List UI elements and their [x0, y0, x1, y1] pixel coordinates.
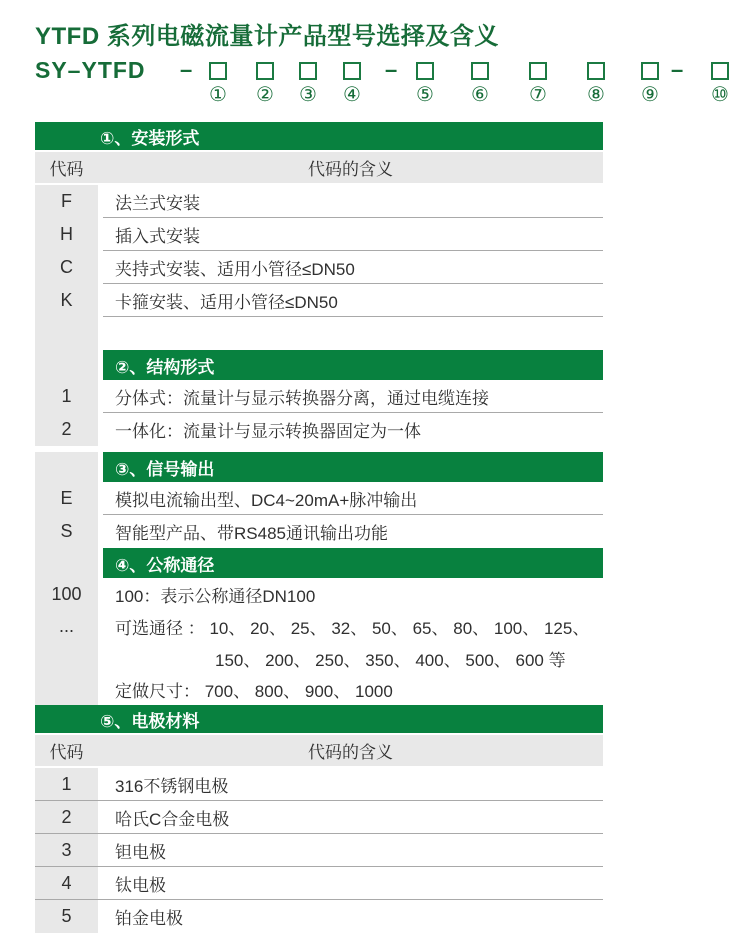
model-slot-number: ⑧ — [587, 84, 605, 106]
model-slot-9 — [638, 62, 662, 105]
table-row — [35, 674, 603, 705]
meaning-cell: 316不锈钢电极 — [115, 776, 229, 796]
code-cell: 1 — [35, 380, 98, 413]
section-header-signal: ③、信号输出 — [103, 452, 603, 482]
meaning-cell: 100：表示公称通径DN100 — [115, 586, 316, 606]
meaning-cell: 模拟电流输出型、DC4~20mA+脉冲输出 — [103, 482, 603, 515]
model-meaning-table — [35, 122, 603, 933]
code-cell: F — [35, 185, 98, 218]
meaning-cell: 可选通径 ： 10、 20、 25、 32、 50、 65、 80、 100、 125、 — [115, 618, 590, 638]
table-row — [35, 900, 603, 933]
section-header-diameter-row — [35, 548, 603, 578]
column-header-row — [35, 152, 603, 185]
meaning-cell: 钛电极 — [115, 875, 166, 895]
table-row — [35, 768, 603, 801]
model-slot-box — [641, 62, 659, 80]
table-row — [35, 251, 603, 284]
model-slot-number: ② — [256, 84, 274, 106]
code-cell: 4 — [35, 867, 98, 899]
model-slot-box — [343, 62, 361, 80]
code-cell: 3 — [35, 834, 98, 866]
table-row — [35, 284, 603, 317]
code-cell: 1 — [35, 768, 98, 800]
model-slot-box — [256, 62, 274, 80]
table-row — [35, 834, 603, 867]
model-slot-box — [299, 62, 317, 80]
code-cell — [35, 452, 98, 482]
model-dash: – — [671, 57, 684, 82]
code-cell: 5 — [35, 900, 98, 933]
model-slot-box — [416, 62, 434, 80]
meaning-cell: 智能型产品、带RS485通讯输出功能 — [115, 524, 388, 543]
code-cell — [35, 642, 98, 674]
code-cell — [35, 317, 98, 350]
section-header-electrode: ⑤、电极材料 — [35, 705, 603, 735]
meaning-cell: 150、 200、 250、 350、 400、 500、 600 等 — [215, 650, 566, 670]
model-slot-box — [529, 62, 547, 80]
model-slot-2 — [253, 62, 277, 105]
model-slot-7 — [526, 62, 550, 105]
table-row-empty — [35, 317, 603, 350]
code-cell — [35, 548, 98, 578]
meaning-cell: 插入式安装 — [103, 218, 603, 251]
code-cell: 2 — [35, 801, 98, 833]
code-cell — [35, 350, 98, 380]
model-slot-number: ⑥ — [471, 84, 489, 106]
meaning-cell: 夹持式安装、适用小管径≤DN50 — [103, 251, 603, 284]
section-header-structure: ②、结构形式 — [103, 350, 603, 380]
model-slot-number: ③ — [299, 84, 317, 106]
table-row — [35, 610, 603, 642]
model-slot-10 — [708, 62, 732, 105]
table-row — [35, 801, 603, 834]
model-slot-1 — [206, 62, 230, 105]
code-cell: 100 — [35, 578, 98, 610]
model-prefix: SY–YTFD — [35, 57, 146, 83]
column-header-code: 代码 — [49, 160, 84, 179]
section-header-structure-row — [35, 350, 603, 380]
model-slot-number: ⑩ — [711, 84, 729, 106]
table-row — [35, 482, 603, 515]
table-row — [35, 218, 603, 251]
meaning-cell: 一体化：流量计与显示转换器固定为一体 — [115, 422, 421, 441]
column-header-meaning: 代码的含义 — [308, 743, 393, 762]
column-header-meaning: 代码的含义 — [308, 160, 393, 179]
model-slot-8 — [584, 62, 608, 105]
table-row — [35, 413, 603, 446]
model-slot-number: ⑤ — [416, 84, 434, 106]
model-slot-box — [471, 62, 489, 80]
section-header-installation: ①、安装形式 — [35, 122, 603, 152]
code-cell — [35, 674, 98, 705]
model-slot-5 — [413, 62, 437, 105]
table-row — [35, 867, 603, 900]
meaning-cell: 卡箍安装、适用小管径≤DN50 — [103, 284, 603, 317]
model-slot-number: ④ — [343, 84, 361, 106]
code-cell: 2 — [35, 413, 98, 446]
code-cell: S — [35, 515, 98, 548]
code-cell: C — [35, 251, 98, 284]
model-dash: – — [180, 57, 193, 82]
table-row — [35, 185, 603, 218]
model-slot-6 — [468, 62, 492, 105]
column-header-row — [35, 735, 603, 768]
page-title: YTFD 系列电磁流量计产品型号选择及含义 — [35, 23, 499, 50]
meaning-cell: 分体式：流量计与显示转换器分离，通过电缆连接 — [103, 380, 603, 413]
code-cell: K — [35, 284, 98, 317]
section-header-signal-row — [35, 452, 603, 482]
table-row — [35, 515, 603, 548]
column-header-code: 代码 — [49, 743, 84, 762]
table-row — [35, 380, 603, 413]
model-slot-number: ⑨ — [641, 84, 659, 106]
meaning-cell: 铂金电极 — [115, 909, 183, 928]
model-slot-number: ① — [209, 84, 227, 106]
meaning-cell: 钽电极 — [115, 842, 166, 862]
code-cell: H — [35, 218, 98, 251]
table-row — [35, 578, 603, 610]
code-cell: ... — [35, 610, 98, 642]
meaning-cell: 法兰式安装 — [103, 185, 603, 218]
model-code-diagram — [0, 0, 750, 122]
meaning-cell — [103, 317, 603, 350]
meaning-cell: 定做尺寸： 700、 800、 900、 1000 — [115, 682, 393, 701]
section-header-diameter: ④、公称通径 — [103, 548, 603, 578]
table-row — [35, 642, 603, 674]
model-slot-4 — [340, 62, 364, 105]
model-dash: – — [385, 57, 398, 82]
code-cell: E — [35, 482, 98, 515]
model-slot-number: ⑦ — [529, 84, 547, 106]
model-slot-box — [209, 62, 227, 80]
model-slot-3 — [296, 62, 320, 105]
model-slot-box — [711, 62, 729, 80]
meaning-cell: 哈氏C合金电极 — [115, 809, 230, 829]
model-slot-box — [587, 62, 605, 80]
